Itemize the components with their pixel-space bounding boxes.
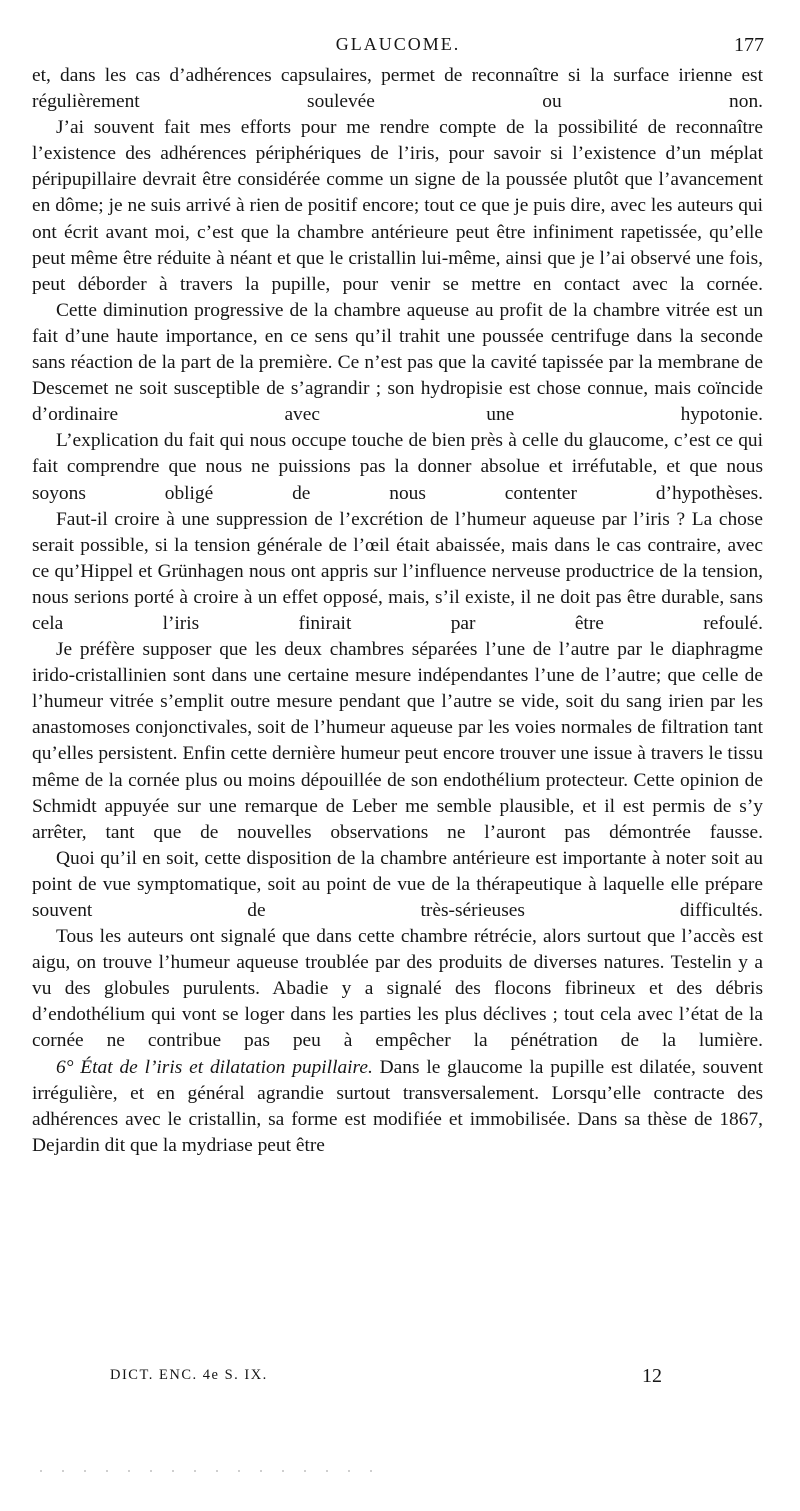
bleed-through-marks [40, 1470, 380, 1472]
paragraph: Quoi qu’il en soit, cette disposition de la chambre antérieure est importante à noter soit au point de vue symptomatique, soit au point de vue de la thérapeutique à laquelle elle prépare souvent de très-sérieuses difficultés. [32, 847, 763, 921]
section-6-text: Dans le glaucome la pupille est dilatée, souvent irrégulière, et en général agrandie surtout transversalement. Lorsqu’elle contracte des adhérences avec le cristallin, sa forme est modifiée et immobilisée. Dans sa thèse de 1867, Dejardin dit que la mydriase peut être [32, 1056, 763, 1156]
paragraph: L’explication du fait qui nous occupe touche de bien près à celle du glaucome, c’est ce qui fait comprendre que nous ne puissions pas la donner absolue et irréfutable, et que nous soyons obligé de nous contenter d’hypothèses. [32, 430, 763, 504]
paragraph: Je préfère supposer que les deux chambres séparées l’une de l’autre par le diaphragme irido-cristallinien sont dans une certaine mesure indépendantes l’une de l’autre; que celle de l’humeur vitrée s’emplit outre mesure pendant que l’autre se vide, soit du sang irien par les anastomoses conjonctivales, soit de l’humeur aqueuse par les voies normales de filtration tant qu’elles persistent. Enfin cette dernière humeur peut encore trouver une issue à travers le tissu même de la cornée plus ou moins dépouillée de son endothélium protecteur. Cette opinion de Schmidt appuyée sur une remarque de Leber me semble plausible, et il est permis de s’y arrêter, tant que de nouvelles observations ne l’auront pas démontrée fausse. [32, 639, 763, 843]
signature-number: 12 [642, 1365, 662, 1387]
running-title: GLAUCOME. [335, 34, 461, 54]
page-header [32, 34, 764, 56]
paragraph: Tous les auteurs ont signalé que dans cette chambre rétrécie, alors surtout que l’accès est aigu, on trouve l’humeur aqueuse troublée par des produits de diverses natures. Testelin y a vu des globules purulents. Abadie y a signalé des flocons fibrineux et des débris d’endothélium qui vont se loger dans les parties les plus déclives ; tout cela avec l’état de la cornée ne contribue pas peu à empêcher la pénétration de la lumière. [32, 926, 763, 1052]
paragraph-continued: et, dans les cas d’adhérences capsulaires, permet de reconnaître si la surface irienne est régulièrement soulevée ou non. [32, 65, 763, 113]
page-footer [110, 1367, 680, 1391]
printer-signature: DICT. ENC. 4e S. IX. [110, 1367, 268, 1383]
section-6-heading: 6° État de l’iris et dilatation pupillaire. [56, 1056, 373, 1078]
section-6-paragraph [32, 1055, 763, 1159]
paragraph: Faut-il croire à une suppression de l’excrétion de l’humeur aqueuse par l’iris ? La chose serait possible, si la tension générale de l’œil était abaissée, mais dans le cas contraire, avec ce qu’Hippel et Grünhagen nous ont appris sur l’influence nerveuse productrice de la tension, nous serions porté à croire à un effet opposé, mais, s’il existe, il ne doit pas être durable, sans cela l’iris finirait par être refoulé. [32, 508, 763, 634]
page-number: 177 [734, 34, 764, 56]
paragraph: J’ai souvent fait mes efforts pour me rendre compte de la possibilité de reconnaître l’existence des adhérences périphériques de l’iris, pour savoir si l’existence d’un méplat péripupillaire devrait être considérée comme un signe de la poussée plutôt que l’avancement en dôme; je ne suis arrivé à rien de positif encore; tout ce que je puis dire, avec les auteurs qui ont écrit avant moi, c’est que la chambre antérieure peut être infiniment rapetissée, qu’elle peut même être réduite à néant et que le cristallin lui-même, ainsi que je l’ai observé une fois, peut déborder à travers la pupille, pour venir se mettre en contact avec la cornée. [32, 117, 763, 295]
body-text [32, 63, 763, 1159]
paragraph: Cette diminution progressive de la chambre aqueuse au profit de la chambre vitrée est un fait d’une haute importance, en ce sens qu’il trahit une poussée centrifuge dans la seconde sans réaction de la part de la première. Ce n’est pas que la cavité tapissée par la membrane de Descemet ne soit susceptible de s’agrandir ; son hydropisie est chose connue, mais coïncide d’ordinaire avec une hypotonie. [32, 299, 763, 426]
